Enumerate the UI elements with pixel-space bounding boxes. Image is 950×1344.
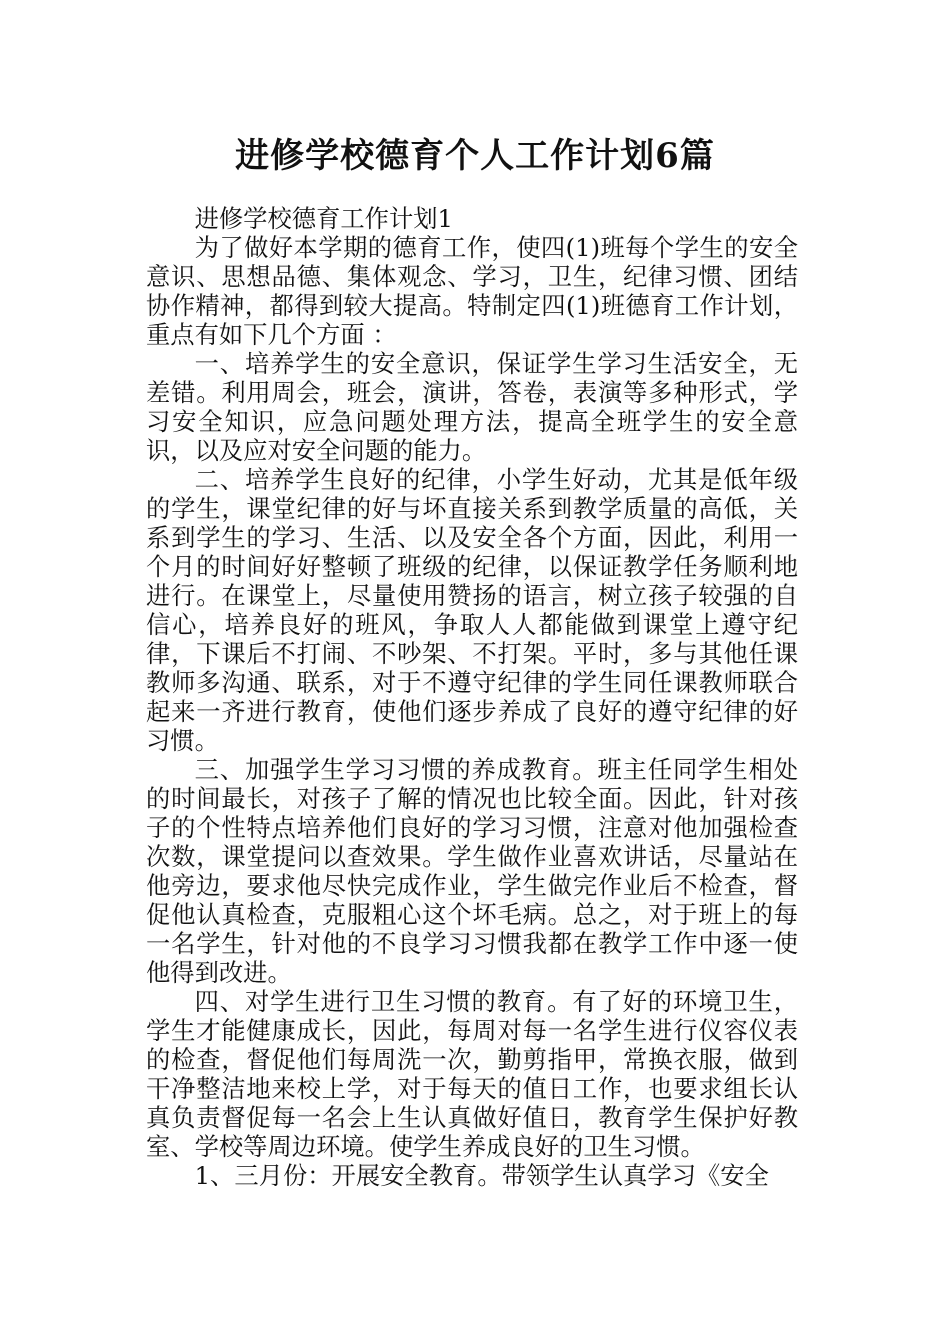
paragraph-march-plan: 1、三月份：开展安全教育。带领学生认真学习《安全 bbox=[194, 1161, 769, 1190]
section-heading: 进修学校德育工作计划1 bbox=[194, 204, 454, 233]
document-body bbox=[146, 204, 798, 1190]
document-title: 进修学校德育个人工作计划6篇 bbox=[235, 136, 715, 176]
paragraph-hygiene: 四、对学生进行卫生习惯的教育。有了好的环境卫生，学生才能健康成长，因此，每周对每一名学生进行仪容仪表的检查，督促他们每周洗一次，勤剪指甲，常换衣服，做到干净整洁地来校上学，对于每天的值日工作，也要求组长认真负责督促每一名会上生认真做好值日，教育学生保护好教室、学校等周边环境。使学生养成良好的卫生习惯。 bbox=[146, 987, 798, 1161]
paragraph-safety: 一、培养学生的安全意识，保证学生学习生活安全，无差错。利用周会，班会，演讲，答卷，表演等多种形式，学习安全知识，应急问题处理方法，提高全班学生的安全意识，以及应对安全问题的能力。 bbox=[146, 349, 798, 465]
paragraph-discipline: 二、培养学生良好的纪律，小学生好动，尤其是低年级的学生，课堂纪律的好与坏直接关系到教学质量的高低，关系到学生的学习、生活、以及安全各个方面，因此，利用一个月的时间好好整顿了班级的纪律，以保证教学任务顺利地进行。在课堂上，尽量使用赞扬的语言，树立孩子较强的自信心，培养良好的班风，争取人人都能做到课堂上遵守纪律，下课后不打闹、不吵架、不打架。平时，多与其他任课教师多沟通、联系，对于不遵守纪律的学生同任课教师联合起来一齐进行教育，使他们逐步养成了良好的遵守纪律的好习惯。 bbox=[146, 465, 798, 755]
paragraph-study-habits: 三、加强学生学习习惯的养成教育。班主任同学生相处的时间最长，对孩子了解的情况也比较全面。因此，针对孩子的个性特点培养他们良好的学习习惯，注意对他加强检查次数，课堂提问以查效果。学生做作业喜欢讲话，尽量站在他旁边，要求他尽快完成作业，学生做完作业后不检查，督促他认真检查，克服粗心这个坏毛病。总之，对于班上的每一名学生，针对他的不良学习习惯我都在教学工作中逐一使他得到改进。 bbox=[146, 755, 798, 987]
paragraph-intro: 为了做好本学期的德育工作，使四(1)班每个学生的安全意识、思想品德、集体观念、学习，卫生，纪律习惯、团结协作精神，都得到较大提高。特制定四(1)班德育工作计划，重点有如下几个方面 ： bbox=[146, 233, 798, 349]
